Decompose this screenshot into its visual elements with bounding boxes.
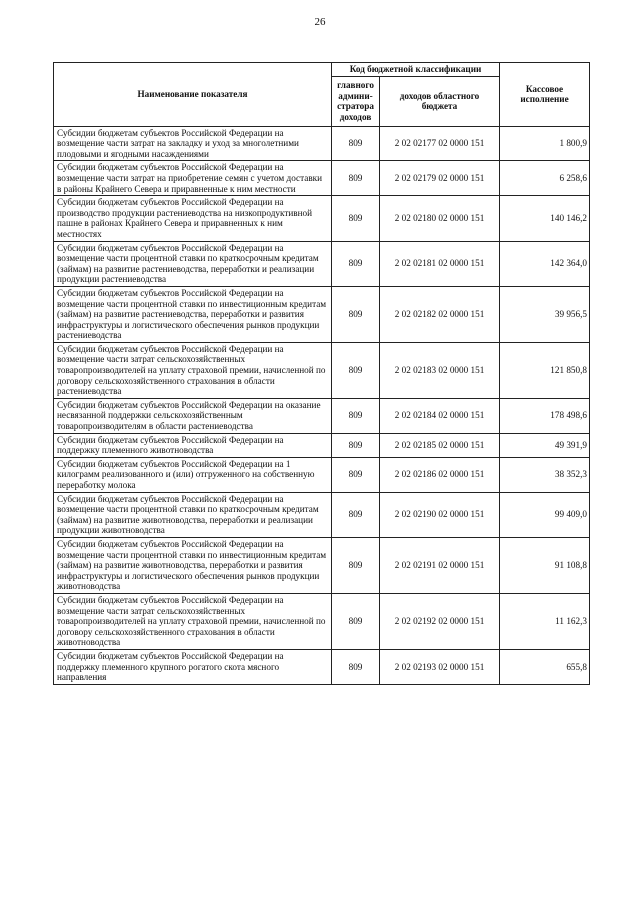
header-chief-administrator: главного админи-стратора доходов — [332, 76, 380, 126]
admin-code-cell: 809 — [332, 433, 380, 457]
header-indicator-name: Наименование показателя — [54, 63, 332, 127]
cash-execution-cell: 655,8 — [500, 649, 590, 684]
revenue-code-cell: 2 02 02186 02 0000 151 — [380, 457, 500, 492]
header-cash-execution: Кассовое исполнение — [500, 63, 590, 127]
admin-code-cell: 809 — [332, 126, 380, 161]
header-budget-classification-code: Код бюджетной классификации — [332, 63, 500, 77]
indicator-name-cell: Субсидии бюджетам субъектов Российской Федерации на поддержку племенного крупного рогатого скота мясного направления — [54, 649, 332, 684]
table-row — [54, 241, 590, 286]
cash-execution-cell: 38 352,3 — [500, 457, 590, 492]
revenue-code-cell: 2 02 02177 02 0000 151 — [380, 126, 500, 161]
indicator-name-cell: Субсидии бюджетам субъектов Российской Федерации на оказание несвязанной поддержки сельскохозяйственным товаропроизводителям в области растениеводства — [54, 398, 332, 433]
revenue-code-cell: 2 02 02190 02 0000 151 — [380, 492, 500, 537]
page-number: 26 — [314, 16, 326, 28]
table-row — [54, 593, 590, 649]
revenue-code-cell: 2 02 02191 02 0000 151 — [380, 537, 500, 593]
table-row — [54, 398, 590, 433]
admin-code-cell: 809 — [332, 398, 380, 433]
table-row — [54, 196, 590, 241]
admin-code-cell: 809 — [332, 342, 380, 398]
cash-execution-cell: 99 409,0 — [500, 492, 590, 537]
admin-code-cell: 809 — [332, 286, 380, 342]
revenue-code-cell: 2 02 02179 02 0000 151 — [380, 161, 500, 196]
admin-code-cell: 809 — [332, 241, 380, 286]
cash-execution-cell: 142 364,0 — [500, 241, 590, 286]
admin-code-cell: 809 — [332, 161, 380, 196]
cash-execution-cell: 140 146,2 — [500, 196, 590, 241]
revenue-code-cell: 2 02 02183 02 0000 151 — [380, 342, 500, 398]
indicator-name-cell: Субсидии бюджетам субъектов Российской Федерации на возмещение части затрат на приобретение семян с учетом доставки в районы Крайнего Севера и приравненные к ним местности — [54, 161, 332, 196]
indicator-name-cell: Субсидии бюджетам субъектов Российской Федерации на возмещение части процентной ставки по краткосрочным кредитам (займам) на развитие животноводства, переработки и реализации продукции животноводства — [54, 492, 332, 537]
admin-code-cell: 809 — [332, 649, 380, 684]
cash-execution-cell: 39 956,5 — [500, 286, 590, 342]
admin-code-cell: 809 — [332, 492, 380, 537]
revenue-code-cell: 2 02 02182 02 0000 151 — [380, 286, 500, 342]
indicator-name-cell: Субсидии бюджетам субъектов Российской Федерации на возмещение части затрат на закладку и уход за многолетними плодовыми и ягодными насаждениями — [54, 126, 332, 161]
cash-execution-cell: 1 800,9 — [500, 126, 590, 161]
cash-execution-cell: 178 498,6 — [500, 398, 590, 433]
indicator-name-cell: Субсидии бюджетам субъектов Российской Федерации на возмещение части процентной ставки по краткосрочным кредитам (займам) на развитие растениеводства, переработки и реализации продукции растениеводства — [54, 241, 332, 286]
admin-code-cell: 809 — [332, 457, 380, 492]
budget-table — [53, 62, 590, 685]
indicator-name-cell: Субсидии бюджетам субъектов Российской Федерации на возмещение части процентной ставки по инвестиционным кредитам (займам) на развитие растениеводства, переработки и развития инфраструктуры и логистического обеспечения рынков продукции растениеводства — [54, 286, 332, 342]
revenue-code-cell: 2 02 02192 02 0000 151 — [380, 593, 500, 649]
revenue-code-cell: 2 02 02193 02 0000 151 — [380, 649, 500, 684]
table-row — [54, 433, 590, 457]
table-row — [54, 492, 590, 537]
revenue-code-cell: 2 02 02180 02 0000 151 — [380, 196, 500, 241]
revenue-code-cell: 2 02 02184 02 0000 151 — [380, 398, 500, 433]
table-row — [54, 649, 590, 684]
revenue-code-cell: 2 02 02185 02 0000 151 — [380, 433, 500, 457]
table-row — [54, 126, 590, 161]
indicator-name-cell: Субсидии бюджетам субъектов Российской Федерации на производство продукции растениеводства на низкопродуктивной пашне в районах Крайнего Севера и приравненных к ним местностях — [54, 196, 332, 241]
admin-code-cell: 809 — [332, 593, 380, 649]
table-row — [54, 161, 590, 196]
indicator-name-cell: Субсидии бюджетам субъектов Российской Федерации на возмещение части затрат сельскохозяйственных товаропроизводителей на уплату страховой премии, начисленной по договору сельскохозяйственного страхования в области растениеводства — [54, 342, 332, 398]
table-row — [54, 537, 590, 593]
table-row — [54, 457, 590, 492]
revenue-code-cell: 2 02 02181 02 0000 151 — [380, 241, 500, 286]
cash-execution-cell: 11 162,3 — [500, 593, 590, 649]
table-body — [54, 126, 590, 684]
indicator-name-cell: Субсидии бюджетам субъектов Российской Федерации на поддержку племенного животноводства — [54, 433, 332, 457]
cash-execution-cell: 49 391,9 — [500, 433, 590, 457]
indicator-name-cell: Субсидии бюджетам субъектов Российской Федерации на 1 килограмм реализованного и (или) отгруженного на собственную переработку молока — [54, 457, 332, 492]
table-row — [54, 342, 590, 398]
admin-code-cell: 809 — [332, 196, 380, 241]
admin-code-cell: 809 — [332, 537, 380, 593]
cash-execution-cell: 6 258,6 — [500, 161, 590, 196]
cash-execution-cell: 91 108,8 — [500, 537, 590, 593]
indicator-name-cell: Субсидии бюджетам субъектов Российской Федерации на возмещение части затрат сельскохозяйственных товаропроизводителей на уплату страховой премии, начисленной по договору сельскохозяйственного страхования в области животноводства — [54, 593, 332, 649]
indicator-name-cell: Субсидии бюджетам субъектов Российской Федерации на возмещение части процентной ставки по инвестиционным кредитам (займам) на развитие животноводства, переработки и развития инфраструктуры и логистического обеспечения рынков продукции животноводства — [54, 537, 332, 593]
header-regional-budget-revenue: доходов областного бюджета — [380, 76, 500, 126]
table-row — [54, 286, 590, 342]
cash-execution-cell: 121 850,8 — [500, 342, 590, 398]
